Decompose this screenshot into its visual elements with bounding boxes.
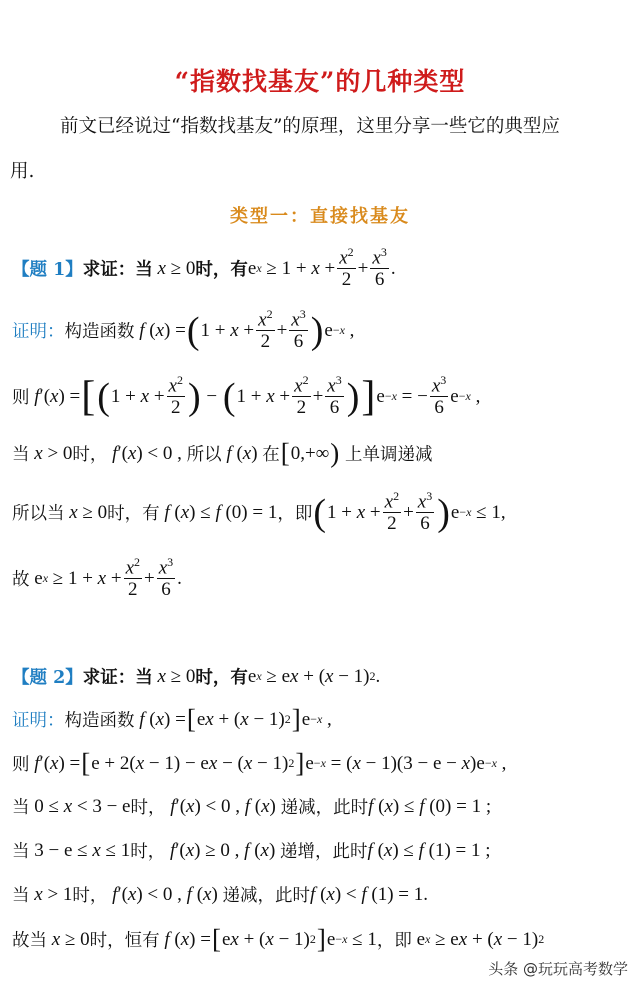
proof-2-conclusion: 故当 x ≥ 0 时，恒有 f ( x ) = [ e x + ( x − 1) 2 ] e −x ≤ 1 ，即 e x ≥ e x + ( x − 1) 2 — [12, 924, 545, 954]
intro-line-1: 前文已经说过“指数找基友”的原理，这里分享一些它的典型应 — [60, 116, 560, 137]
math-derivative: f ′( x ) = [ ( 1 + x + $\frac{x^2}{2}$ ) − ( 1 + x + $\frac{x^2}{2}$ + $\frac{x^3}{6}$ ) ] e −x = − $\frac{x^3}{6}$ e −x , — [34, 373, 481, 420]
proof-1-monotonic: 当 x > 0 时， f ′( x ) < 0 , 所以 f ( x ) 在 [ 0,+∞ ) 上单调递减 — [12, 438, 433, 468]
section-heading: 类型一：直接找基友 — [230, 206, 410, 227]
intro-line-2: 用. — [10, 161, 35, 182]
watermark: 头条 @玩玩高考数学 — [488, 960, 628, 978]
proof-2-case-2: 当 3 − e ≤ x ≤ 1 时， f ′( x ) ≥ 0 , f ( x ) 递增，此时 f ( x ) ≤ f (1) = 1 ; — [12, 839, 491, 862]
problem-2-statement: 【题 2】 求证：当 x ≥ 0 时，有 e x ≥ e x + ( x − 1) 2 . — [12, 665, 381, 688]
problem-1-statement: 【题 1】 求证：当 x ≥ 0 时，有 e x ≥ 1 + x + $\frac{x^2}{2}$ + $\frac{x^3}{6}$ . — [12, 245, 396, 291]
proof-2-case-1: 当 0 ≤ x < 3 − e 时， f ′( x ) < 0 , f ( x ) 递减，此时 f ( x ) ≤ f (0) = 1 ; — [12, 795, 492, 818]
proof-2-case-3: 当 x > 1 时， f ′( x ) < 0 , f ( x ) 递减，此时 f ( x ) < f (1) = 1. — [12, 883, 429, 906]
proof-2-construct: 证明： 构造函数 f ( x ) = [ e x + ( x − 1) 2 ] e −x , — [12, 704, 332, 734]
math-inequality: e x ≥ 1 + x + $\frac{x^2}{2}$ + $\frac{x^3}{6}$ . — [247, 245, 396, 291]
proof-1-construct: 证明： 构造函数 f ( x ) = ( 1 + x + $\frac{x^2}{2}$ + $\frac{x^3}{6}$ ) e −x , — [12, 307, 355, 353]
proof-2-derivative: 则 f ′( x ) = [ e + 2( x − 1) − e x − ( x − 1) 2 ] e −x = ( x − 1)(3 − e − x )e −x , — [12, 748, 507, 778]
page-title: “指数找基友”的几种类型 — [174, 67, 466, 96]
math-fx-def: f ( x ) = ( 1 + x + $\frac{x^2}{2}$ + $\frac{x^3}{6}$ ) e −x , — [139, 307, 355, 353]
problem-2-tag: 【题 2】 — [12, 668, 83, 688]
math-condition: x ≥ 0 — [157, 257, 196, 279]
proof-1-bound: 所以当 x ≥ 0 时，有 f ( x ) ≤ f (0) = 1 ，即 ( 1 + x + $\frac{x^2}{2}$ + $\frac{x^3}{6}$ ) e −x ≤ 1, — [12, 489, 506, 535]
problem-1-tag: 【题 1】 — [12, 260, 83, 281]
proof-1-derivative: 则 f ′( x ) = [ ( 1 + x + $\frac{x^2}{2}$ ) − ( 1 + x + $\frac{x^2}{2}$ + $\frac{x^3}{6}$ ) ] e −x = − $\frac{x^3}{6}$ e −x , — [12, 373, 481, 420]
proof-1-conclusion: 故 e x ≥ 1 + x + $\frac{x^2}{2}$ + $\frac{x^3}{6}$ . — [12, 555, 182, 601]
